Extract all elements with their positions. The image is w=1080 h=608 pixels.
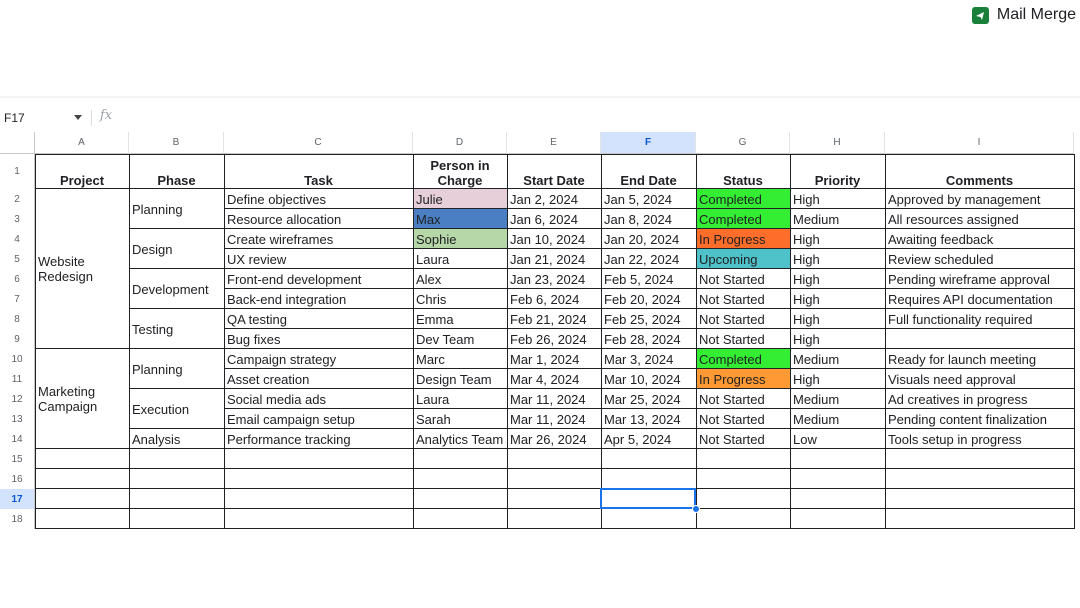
grid-line [224,248,1074,249]
column-header-h[interactable]: H [790,132,885,154]
person-cell[interactable]: Emma [416,311,454,327]
grid-line [224,208,1074,209]
status-cell[interactable]: Not Started [699,411,765,427]
brand-name: Mail Merge [996,6,1076,23]
header-phase: Phase [157,173,196,188]
empty-cell[interactable] [696,469,790,489]
status-cell[interactable]: Completed [696,189,790,209]
person-cell[interactable]: Julie [413,189,507,209]
comments-cell[interactable]: Tools setup in progress [888,431,1022,447]
empty-cell[interactable] [35,509,129,529]
fill-handle[interactable] [692,505,700,513]
empty-cell[interactable] [35,469,129,489]
empty-cell[interactable] [885,469,1074,489]
person-cell[interactable]: Laura [416,251,450,267]
start-date-cell[interactable]: Mar 11, 2024 [510,411,586,427]
row-header-9[interactable]: 9 [0,329,35,349]
empty-cell[interactable] [413,449,507,469]
row-header-3[interactable]: 3 [0,209,35,229]
start-date-cell[interactable]: Jan 23, 2024 [510,271,586,287]
end-date-cell[interactable]: Feb 20, 2024 [604,291,681,307]
end-date-cell[interactable]: Mar 3, 2024 [604,351,674,367]
end-date-cell[interactable]: Feb 5, 2024 [604,271,674,287]
row-header-17[interactable]: 17 [0,489,35,509]
grid-line [35,348,1074,349]
phase-cell[interactable]: Execution [132,401,190,417]
empty-cell[interactable] [790,509,885,529]
empty-cell[interactable] [35,449,129,469]
end-date-cell[interactable]: Jan 22, 2024 [604,251,680,267]
person-cell[interactable]: Design Team [416,371,492,387]
comments-cell[interactable]: Approved by management [888,191,1041,207]
priority-cell[interactable]: High [793,271,820,287]
grid-line [413,154,414,529]
grid-line [35,488,1074,489]
comments-cell[interactable]: Pending content finalization [888,411,1048,427]
person-cell[interactable]: Sarah [416,411,451,427]
person-cell[interactable]: Alex [416,271,442,287]
column-header-d[interactable]: D [413,132,507,154]
empty-cell[interactable] [413,509,507,529]
priority-cell[interactable]: High [793,231,820,247]
task-cell[interactable]: Resource allocation [227,211,342,227]
end-date-cell[interactable]: Feb 25, 2024 [604,311,681,327]
select-all-corner[interactable] [0,132,35,154]
grid-line [1074,154,1075,529]
task-cell[interactable]: QA testing [227,311,287,327]
phase-cell[interactable]: Analysis [132,431,181,447]
end-date-cell[interactable]: Apr 5, 2024 [604,431,672,447]
row-header-7[interactable]: 7 [0,289,35,309]
person-cell[interactable]: Dev Team [416,331,475,347]
row-header-15[interactable]: 15 [0,449,35,469]
person-cell[interactable]: Chris [416,291,447,307]
comments-cell[interactable]: Ad creatives in progress [888,391,1028,407]
grid-line [35,508,1074,509]
end-date-cell[interactable]: Feb 28, 2024 [604,331,681,347]
grid-line [35,468,1074,469]
phase-cell[interactable]: Planning [132,361,183,377]
grid-line [35,188,1074,189]
status-cell[interactable]: In Progress [696,369,790,389]
grid-line [224,154,225,529]
end-date-cell[interactable]: Jan 20, 2024 [604,231,680,247]
task-cell[interactable]: Campaign strategy [227,351,337,367]
start-date-cell[interactable]: Feb 21, 2024 [510,311,587,327]
priority-cell[interactable]: Medium [793,411,840,427]
grid-line [35,448,1074,449]
empty-cell[interactable] [129,489,224,509]
priority-cell[interactable]: Medium [793,211,840,227]
row-header-11[interactable]: 11 [0,369,35,389]
empty-cell[interactable] [601,509,696,529]
person-cell[interactable]: Analytics Team [416,431,504,447]
status-cell[interactable]: Not Started [699,431,765,447]
header-project: Project [59,173,105,188]
grid-line [129,308,1074,309]
priority-cell[interactable]: High [793,331,820,347]
phase-cell[interactable]: Development [132,281,209,297]
grid-line [129,388,1074,389]
empty-cell[interactable] [129,509,224,529]
start-date-cell[interactable]: Mar 11, 2024 [510,391,586,407]
empty-cell[interactable] [790,489,885,509]
empty-cell[interactable] [601,489,696,509]
status-cell[interactable]: Upcoming [696,249,790,269]
empty-cell[interactable] [790,449,885,469]
empty-cell[interactable] [601,449,696,469]
task-cell[interactable]: UX review [227,251,287,267]
column-header-g[interactable]: G [696,132,790,154]
header-priority: Priority [814,173,861,188]
empty-cell[interactable] [224,509,413,529]
empty-cell[interactable] [224,449,413,469]
start-date-cell[interactable]: Mar 26, 2024 [510,431,587,447]
task-cell[interactable]: Create wireframes [227,231,334,247]
column-header-c[interactable]: C [224,132,413,154]
empty-cell[interactable] [129,469,224,489]
grid-line [129,428,1074,429]
grid-line [129,268,1074,269]
status-cell[interactable]: In Progress [696,229,790,249]
start-date-cell[interactable]: Mar 4, 2024 [510,371,580,387]
comments-cell[interactable]: Pending wireframe approval [888,271,1050,287]
empty-cell[interactable] [696,449,790,469]
row-header-6[interactable]: 6 [0,269,35,289]
grid-line [35,154,36,529]
column-header-e[interactable]: E [507,132,601,154]
row-header-18[interactable]: 18 [0,509,35,529]
function-icon: fx [100,108,113,123]
header-start: Start Date [523,173,585,188]
header-status: Status [723,173,763,188]
priority-cell[interactable]: High [793,311,820,327]
row-header-4[interactable]: 4 [0,229,35,249]
phase-cell[interactable]: Planning [132,201,183,217]
end-date-cell[interactable]: Jan 5, 2024 [604,191,672,207]
start-date-cell[interactable]: Feb 6, 2024 [510,291,580,307]
empty-cell[interactable] [790,469,885,489]
task-cell[interactable]: Front-end development [227,271,362,287]
grid-line [129,154,130,529]
empty-cell[interactable] [224,469,413,489]
person-cell[interactable]: Laura [416,391,450,407]
start-date-cell[interactable]: Jan 10, 2024 [510,231,586,247]
task-cell[interactable]: Email campaign setup [227,411,355,427]
row-header-14[interactable]: 14 [0,429,35,449]
priority-cell[interactable]: High [793,191,820,207]
comments-cell[interactable]: Ready for launch meeting [888,351,1037,367]
status-cell[interactable]: Completed [696,349,790,369]
start-date-cell[interactable]: Mar 1, 2024 [510,351,580,367]
empty-cell[interactable] [507,489,601,509]
row-header-5[interactable]: 5 [0,249,35,269]
header-person: Person in Charge [430,158,490,188]
grid-line [507,154,508,529]
grid-line [224,288,1074,289]
task-cell[interactable]: Social media ads [227,391,326,407]
grid-line [696,154,697,529]
comments-cell[interactable] [885,329,1074,349]
row-header-2[interactable]: 2 [0,189,35,209]
header-task: Task [304,173,333,188]
priority-cell[interactable]: Low [793,431,817,447]
comments-cell[interactable]: All resources assigned [888,211,1019,227]
start-date-cell[interactable]: Feb 26, 2024 [510,331,587,347]
task-cell[interactable]: Define objectives [227,191,326,207]
column-header-b[interactable]: B [129,132,224,154]
grid-line [885,154,886,529]
grid-line [224,408,1074,409]
phase-cell[interactable]: Testing [132,321,174,337]
name-box-value: F17 [4,111,25,125]
end-date-cell[interactable]: Jan 8, 2024 [604,211,672,227]
priority-cell[interactable]: High [793,291,820,307]
comments-cell[interactable]: Requires API documentation [888,291,1053,307]
end-date-cell[interactable]: Mar 13, 2024 [604,411,681,427]
start-date-cell[interactable]: Jan 2, 2024 [510,191,578,207]
status-cell[interactable]: Completed [696,209,790,229]
status-cell[interactable]: Not Started [699,311,765,327]
grid-line [129,228,1074,229]
row-header-13[interactable]: 13 [0,409,35,429]
empty-cell[interactable] [224,489,413,509]
empty-cell[interactable] [885,509,1074,529]
priority-cell[interactable]: Medium [793,351,840,367]
task-cell[interactable]: Performance tracking [227,431,351,447]
grid-line [224,328,1074,329]
row-header-8[interactable]: 8 [0,309,35,329]
phase-cell[interactable]: Design [132,241,173,257]
task-cell[interactable]: Back-end integration [227,291,347,307]
priority-cell[interactable]: High [793,371,820,387]
empty-cell[interactable] [507,449,601,469]
row-header-10[interactable]: 10 [0,349,35,369]
empty-cell[interactable] [413,469,507,489]
empty-cell[interactable] [129,449,224,469]
header-comments: Comments [945,173,1014,188]
grid-line [35,154,1074,155]
priority-cell[interactable]: High [793,251,820,267]
status-cell[interactable]: Not Started [699,391,765,407]
column-header-f[interactable]: F [601,132,696,154]
row-header-12[interactable]: 12 [0,389,35,409]
start-date-cell[interactable]: Jan 21, 2024 [510,251,586,267]
person-cell[interactable]: Sophie [413,229,507,249]
empty-cell[interactable] [885,449,1074,469]
empty-cell[interactable] [696,489,790,509]
status-cell[interactable]: Not Started [699,331,765,347]
end-date-cell[interactable]: Mar 25, 2024 [604,391,681,407]
empty-cell[interactable] [507,469,601,489]
empty-cell[interactable] [413,489,507,509]
grid-line [224,368,1074,369]
start-date-cell[interactable]: Jan 6, 2024 [510,211,578,227]
empty-cell[interactable] [885,489,1074,509]
comments-cell[interactable]: Review scheduled [888,251,994,267]
grid-line [35,528,1074,529]
project-cell[interactable]: Marketing Campaign [38,384,98,414]
person-cell[interactable]: Max [413,209,507,229]
task-cell[interactable]: Bug fixes [227,331,281,347]
comments-cell[interactable]: Awaiting feedback [888,231,994,247]
end-date-cell[interactable]: Mar 10, 2024 [604,371,681,387]
person-cell[interactable]: Marc [416,351,445,367]
empty-cell[interactable] [696,509,790,529]
empty-cell[interactable] [507,509,601,529]
row-header-16[interactable]: 16 [0,469,35,489]
status-cell[interactable]: Not Started [699,291,765,307]
column-header-i[interactable]: I [885,132,1074,154]
empty-cell[interactable] [35,489,129,509]
comments-cell[interactable]: Visuals need approval [888,371,1016,387]
empty-cell[interactable] [601,469,696,489]
priority-cell[interactable]: Medium [793,391,840,407]
grid-line [790,154,791,529]
grid-line [601,154,602,529]
project-cell[interactable]: Website Redesign [38,254,93,284]
status-cell[interactable]: Not Started [699,271,765,287]
header-end: End Date [620,173,677,188]
comments-cell[interactable]: Full functionality required [888,311,1033,327]
task-cell[interactable]: Asset creation [227,371,310,387]
row-header-1[interactable]: 1 [0,154,35,189]
column-header-a[interactable]: A [35,132,129,154]
